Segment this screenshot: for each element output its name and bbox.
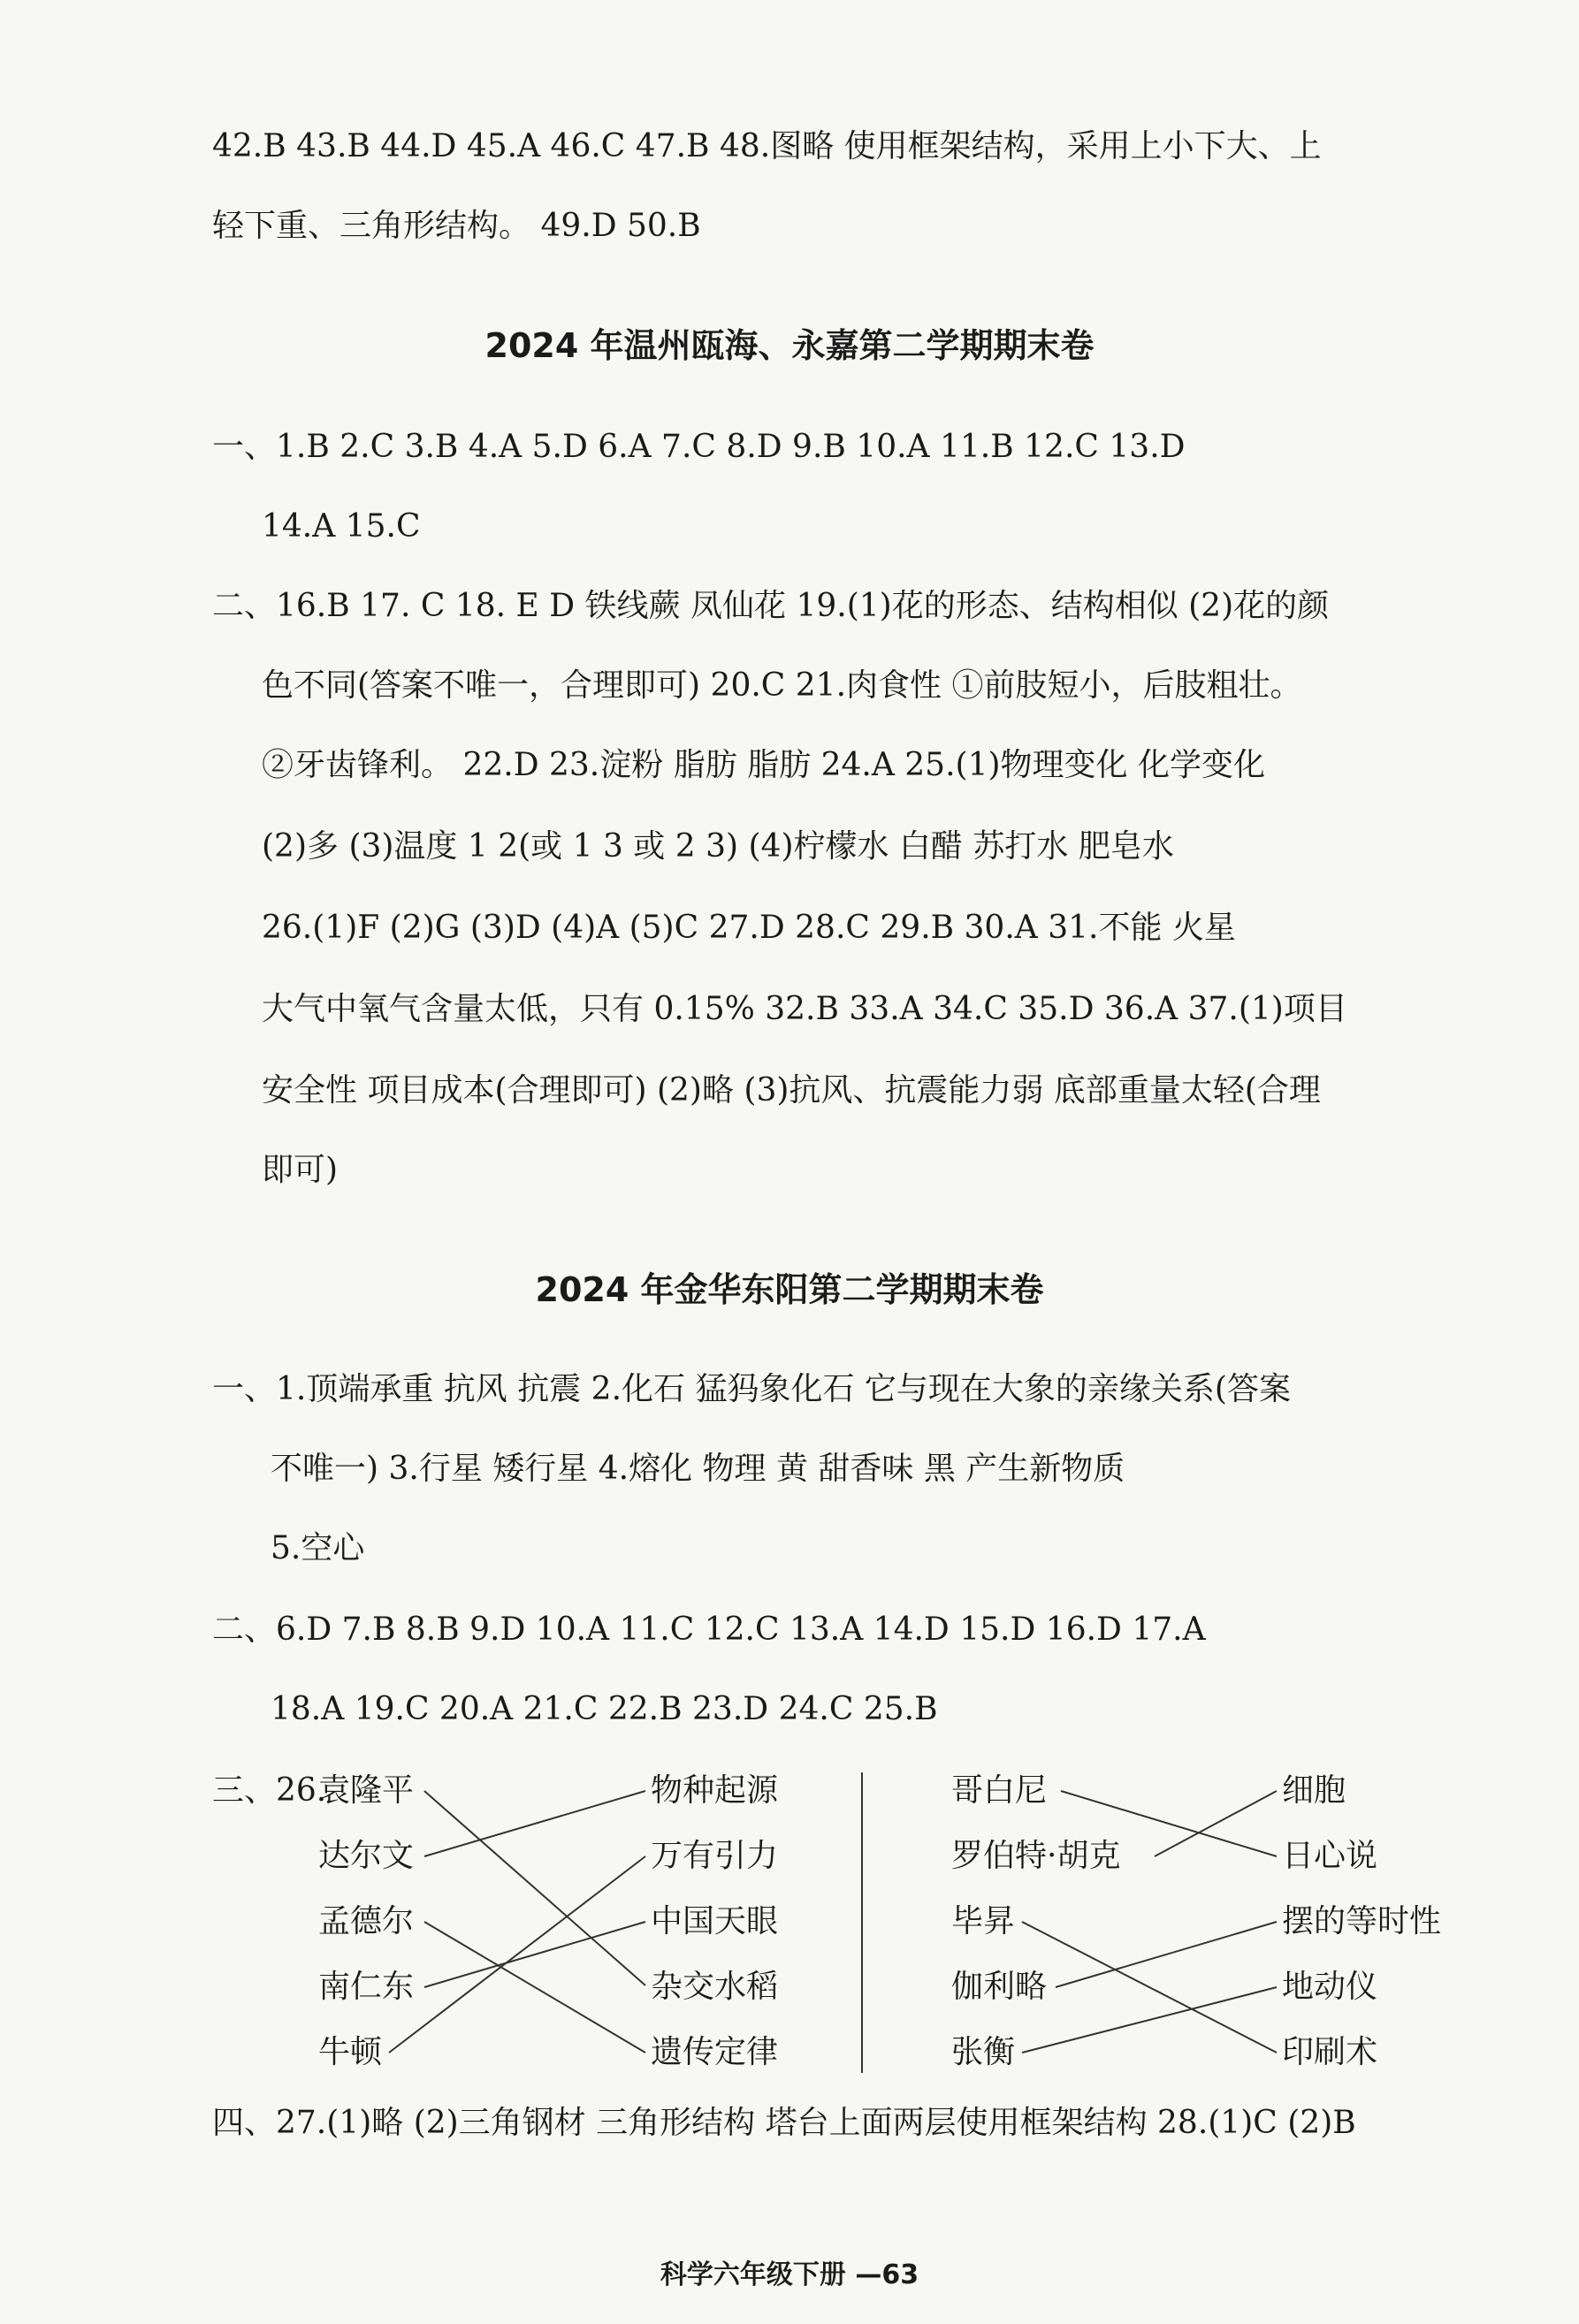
left-name: 达尔文	[318, 1838, 415, 1874]
answer-line: 四、27.(1)略 (2)三角钢材 三角形结构 塔台上面两层使用框架结构 28.(1)C (2)B	[212, 2105, 1356, 2141]
matching-prefix: 三、26.	[212, 1772, 327, 1809]
right-item: 物种起源	[651, 1772, 779, 1809]
left-name: 罗伯特·胡克	[951, 1838, 1121, 1874]
match-line	[1061, 1791, 1277, 1856]
answer-line: (2)多 (3)温度 1 2(或 1 3 或 2 3) (4)柠檬水 白醋 苏打水 肥皂水	[262, 828, 1174, 865]
right-item: 杂交水稻	[651, 1969, 779, 2005]
left-name: 张衡	[951, 2034, 1016, 2070]
page-footer: 科学六年级下册 —63	[660, 2259, 919, 2290]
match-line	[389, 1856, 645, 2053]
right-item: 遗传定律	[651, 2034, 779, 2070]
section-title: 2024 年温州瓯海、永嘉第二学期期末卷	[484, 326, 1095, 365]
left-name: 孟德尔	[318, 1903, 415, 1939]
left-name: 袁隆平	[318, 1772, 415, 1809]
match-line	[424, 1922, 645, 1987]
answer-line: 一、1.B 2.C 3.B 4.A 5.D 6.A 7.C 8.D 9.B 10.A 11.B 12.C 13.D	[212, 429, 1186, 465]
answer-line: 18.A 19.C 20.A 21.C 22.B 23.D 24.C 25.B	[271, 1691, 938, 1727]
answer-line: 安全性 项目成本(合理即可) (2)略 (3)抗风、抗震能力弱 底部重量太轻(合理	[262, 1072, 1321, 1109]
answer-line: 42.B 43.B 44.D 45.A 46.C 47.B 48.图略 使用框架结构，采用上小下大、上	[212, 128, 1322, 164]
left-name: 哥白尼	[951, 1772, 1048, 1809]
right-item: 万有引力	[651, 1838, 779, 1874]
answer-line: 色不同(答案不唯一，合理即可) 20.C 21.肉食性 ①前肢短小，后肢粗壮。	[262, 667, 1302, 704]
answer-line: 一、1.顶端承重 抗风 抗震 2.化石 猛犸象化石 它与现在大象的亲缘关系(答案	[212, 1371, 1291, 1407]
answer-line: ②牙齿锋利。 22.D 23.淀粉 脂肪 脂肪 24.A 25.(1)物理变化 化学变化	[262, 747, 1265, 783]
right-item: 印刷术	[1282, 2034, 1378, 2070]
answer-line: 14.A 15.C	[262, 508, 421, 545]
section-title: 2024 年金华东阳第二学期期末卷	[535, 1270, 1044, 1309]
left-name: 南仁东	[318, 1969, 415, 2005]
answer-line: 二、6.D 7.B 8.B 9.D 10.A 11.C 12.C 13.A 14.D 15.D 16.D 17.A	[212, 1612, 1206, 1648]
right-item: 日心说	[1282, 1838, 1378, 1874]
match-line	[1056, 1922, 1277, 1987]
right-item: 摆的等时性	[1282, 1903, 1442, 1939]
left-name: 伽利略	[951, 1969, 1048, 2005]
match-line	[424, 1791, 645, 1985]
answer-line: 二、16.B 17. C 18. E D 铁线蕨 凤仙花 19.(1)花的形态、结构相似 (2)花的颜	[212, 588, 1330, 624]
right-item: 中国天眼	[651, 1903, 779, 1939]
match-line	[424, 1791, 645, 1856]
match-line	[1155, 1791, 1277, 1856]
right-item: 细胞	[1282, 1772, 1346, 1809]
left-name: 牛顿	[318, 2034, 383, 2070]
answer-line: 即可)	[262, 1152, 339, 1188]
answer-line: 26.(1)F (2)G (3)D (4)A (5)C 27.D 28.C 29.B 30.A 31.不能 火星	[262, 910, 1236, 946]
answer-line: 大气中氧气含量太低，只有 0.15% 32.B 33.A 34.C 35.D 36.A 37.(1)项目	[262, 991, 1347, 1027]
answer-line: 不唯一) 3.行星 矮行星 4.熔化 物理 黄 甜香味 黑 产生新物质	[271, 1451, 1125, 1487]
match-line	[1022, 1922, 1277, 2053]
match-line	[1022, 1987, 1277, 2053]
right-item: 地动仪	[1282, 1969, 1378, 2005]
left-name: 毕昇	[951, 1903, 1016, 1939]
answer-line: 轻下重、三角形结构。 49.D 50.B	[212, 208, 701, 244]
answer-line: 5.空心	[271, 1530, 365, 1566]
